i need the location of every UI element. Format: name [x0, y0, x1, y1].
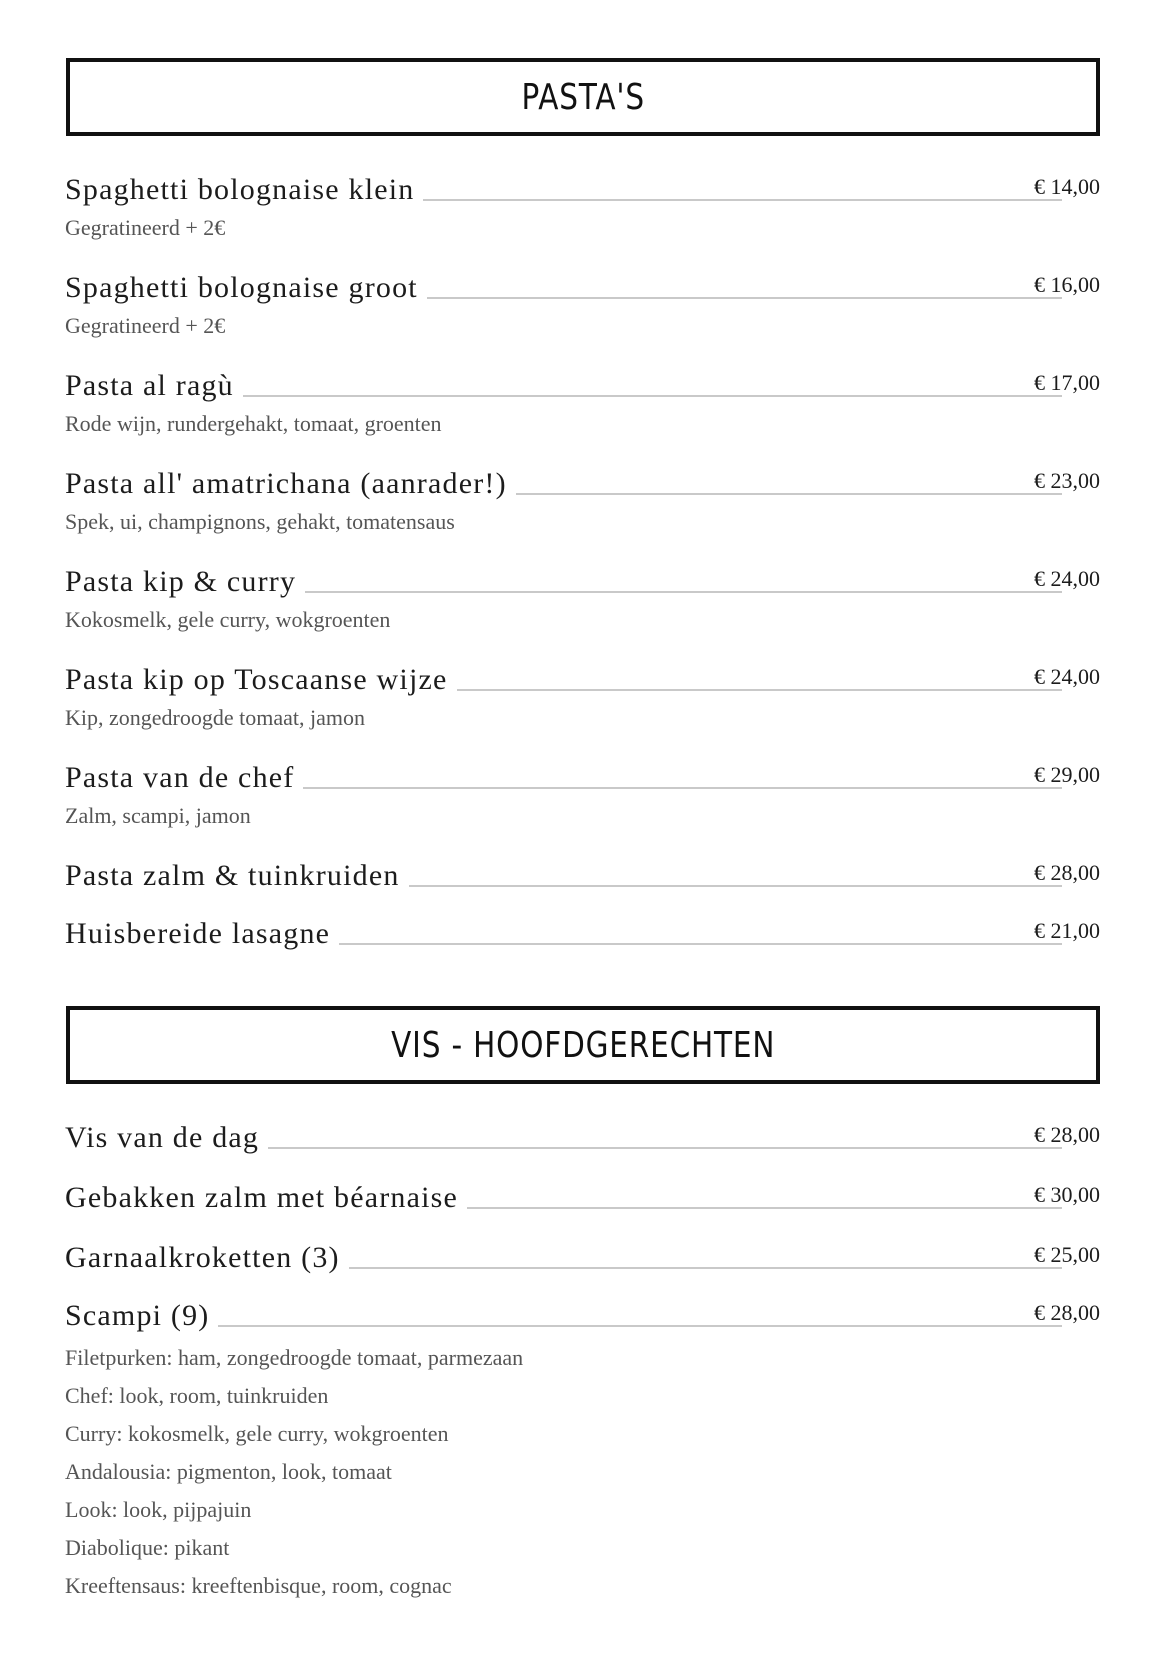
item-name: Huisbereide lasagne — [65, 917, 331, 950]
menu-item — [65, 758, 1100, 830]
section-title: PASTA'S — [521, 76, 645, 118]
menu-item — [65, 1118, 1100, 1158]
menu-item — [65, 170, 1100, 242]
item-price: € 30,00 — [1034, 1182, 1100, 1207]
menu-item — [65, 366, 1100, 438]
item-name: Gebakken zalm met béarnaise — [65, 1181, 459, 1214]
item-price: € 28,00 — [1034, 1300, 1100, 1325]
item-description: Kokosmelk, gele curry, wokgroenten — [65, 607, 391, 632]
item-price: € 29,00 — [1034, 762, 1100, 787]
item-price: € 14,00 — [1034, 174, 1100, 199]
dotted-leader — [423, 199, 1062, 201]
dotted-leader — [305, 591, 1062, 593]
dotted-leader — [467, 1207, 1062, 1209]
scampi-option: Andalousia: pigmenton, look, tomaat — [65, 1459, 392, 1484]
item-description: Rode wijn, rundergehakt, tomaat, groenten — [65, 411, 442, 436]
item-name: Vis van de dag — [65, 1121, 260, 1154]
item-price: € 28,00 — [1034, 1122, 1100, 1147]
menu-item — [65, 268, 1100, 340]
section-header-pastas — [66, 58, 1100, 136]
dotted-leader — [339, 943, 1062, 945]
item-price: € 16,00 — [1034, 272, 1100, 297]
item-name: Spaghetti bolognaise groot — [65, 271, 418, 304]
menu-item — [65, 856, 1100, 896]
dotted-leader — [303, 787, 1062, 789]
scampi-option: Look: look, pijpajuin — [65, 1497, 252, 1522]
item-price: € 21,00 — [1034, 918, 1100, 943]
item-description: Gegratineerd + 2€ — [65, 215, 226, 240]
item-description: Gegratineerd + 2€ — [65, 313, 226, 338]
dotted-leader — [243, 395, 1062, 397]
item-name: Spaghetti bolognaise klein — [65, 173, 415, 206]
scampi-options-list — [65, 1339, 523, 1605]
menu-item — [65, 1178, 1100, 1218]
menu-item — [65, 562, 1100, 634]
dotted-leader — [268, 1147, 1062, 1149]
item-price: € 17,00 — [1034, 370, 1100, 395]
scampi-option: Filetpurken: ham, zongedroogde tomaat, parmezaan — [65, 1345, 524, 1370]
dotted-leader — [218, 1325, 1062, 1327]
item-description: Kip, zongedroogde tomaat, jamon — [65, 705, 365, 730]
item-price: € 24,00 — [1034, 566, 1100, 591]
scampi-option: Curry: kokosmelk, gele curry, wokgroenten — [65, 1421, 449, 1446]
dotted-leader — [427, 297, 1062, 299]
dotted-leader — [516, 493, 1062, 495]
menu-item — [65, 660, 1100, 732]
dotted-leader — [349, 1267, 1062, 1269]
item-description: Spek, ui, champignons, gehakt, tomatensaus — [65, 509, 455, 534]
menu-item — [65, 464, 1100, 536]
dotted-leader — [409, 885, 1062, 887]
item-price: € 25,00 — [1034, 1242, 1100, 1267]
scampi-option: Kreeftensaus: kreeftenbisque, room, cognac — [65, 1573, 452, 1598]
item-price: € 23,00 — [1034, 468, 1100, 493]
scampi-option: Chef: look, room, tuinkruiden — [65, 1383, 329, 1408]
dotted-leader — [457, 689, 1062, 691]
item-name: Pasta al ragù — [65, 369, 234, 402]
item-name: Garnaalkroketten (3) — [65, 1241, 340, 1274]
item-name: Pasta kip & curry — [65, 565, 297, 598]
item-name: Pasta all' amatrichana (aanrader!) — [65, 467, 507, 500]
section-title: VIS - HOOFDGERECHTEN — [390, 1024, 776, 1066]
item-price: € 24,00 — [1034, 664, 1100, 689]
item-name: Scampi (9) — [65, 1299, 210, 1332]
item-description: Zalm, scampi, jamon — [65, 803, 251, 828]
menu-item — [65, 914, 1100, 954]
menu-item — [65, 1296, 1100, 1336]
scampi-option: Diabolique: pikant — [65, 1535, 230, 1560]
item-name: Pasta zalm & tuinkruiden — [65, 859, 400, 892]
item-name: Pasta kip op Toscaanse wijze — [65, 663, 448, 696]
section-header-vis-hoofdgerechten — [66, 1006, 1100, 1084]
menu-item — [65, 1238, 1100, 1278]
item-name: Pasta van de chef — [65, 761, 295, 794]
item-price: € 28,00 — [1034, 860, 1100, 885]
